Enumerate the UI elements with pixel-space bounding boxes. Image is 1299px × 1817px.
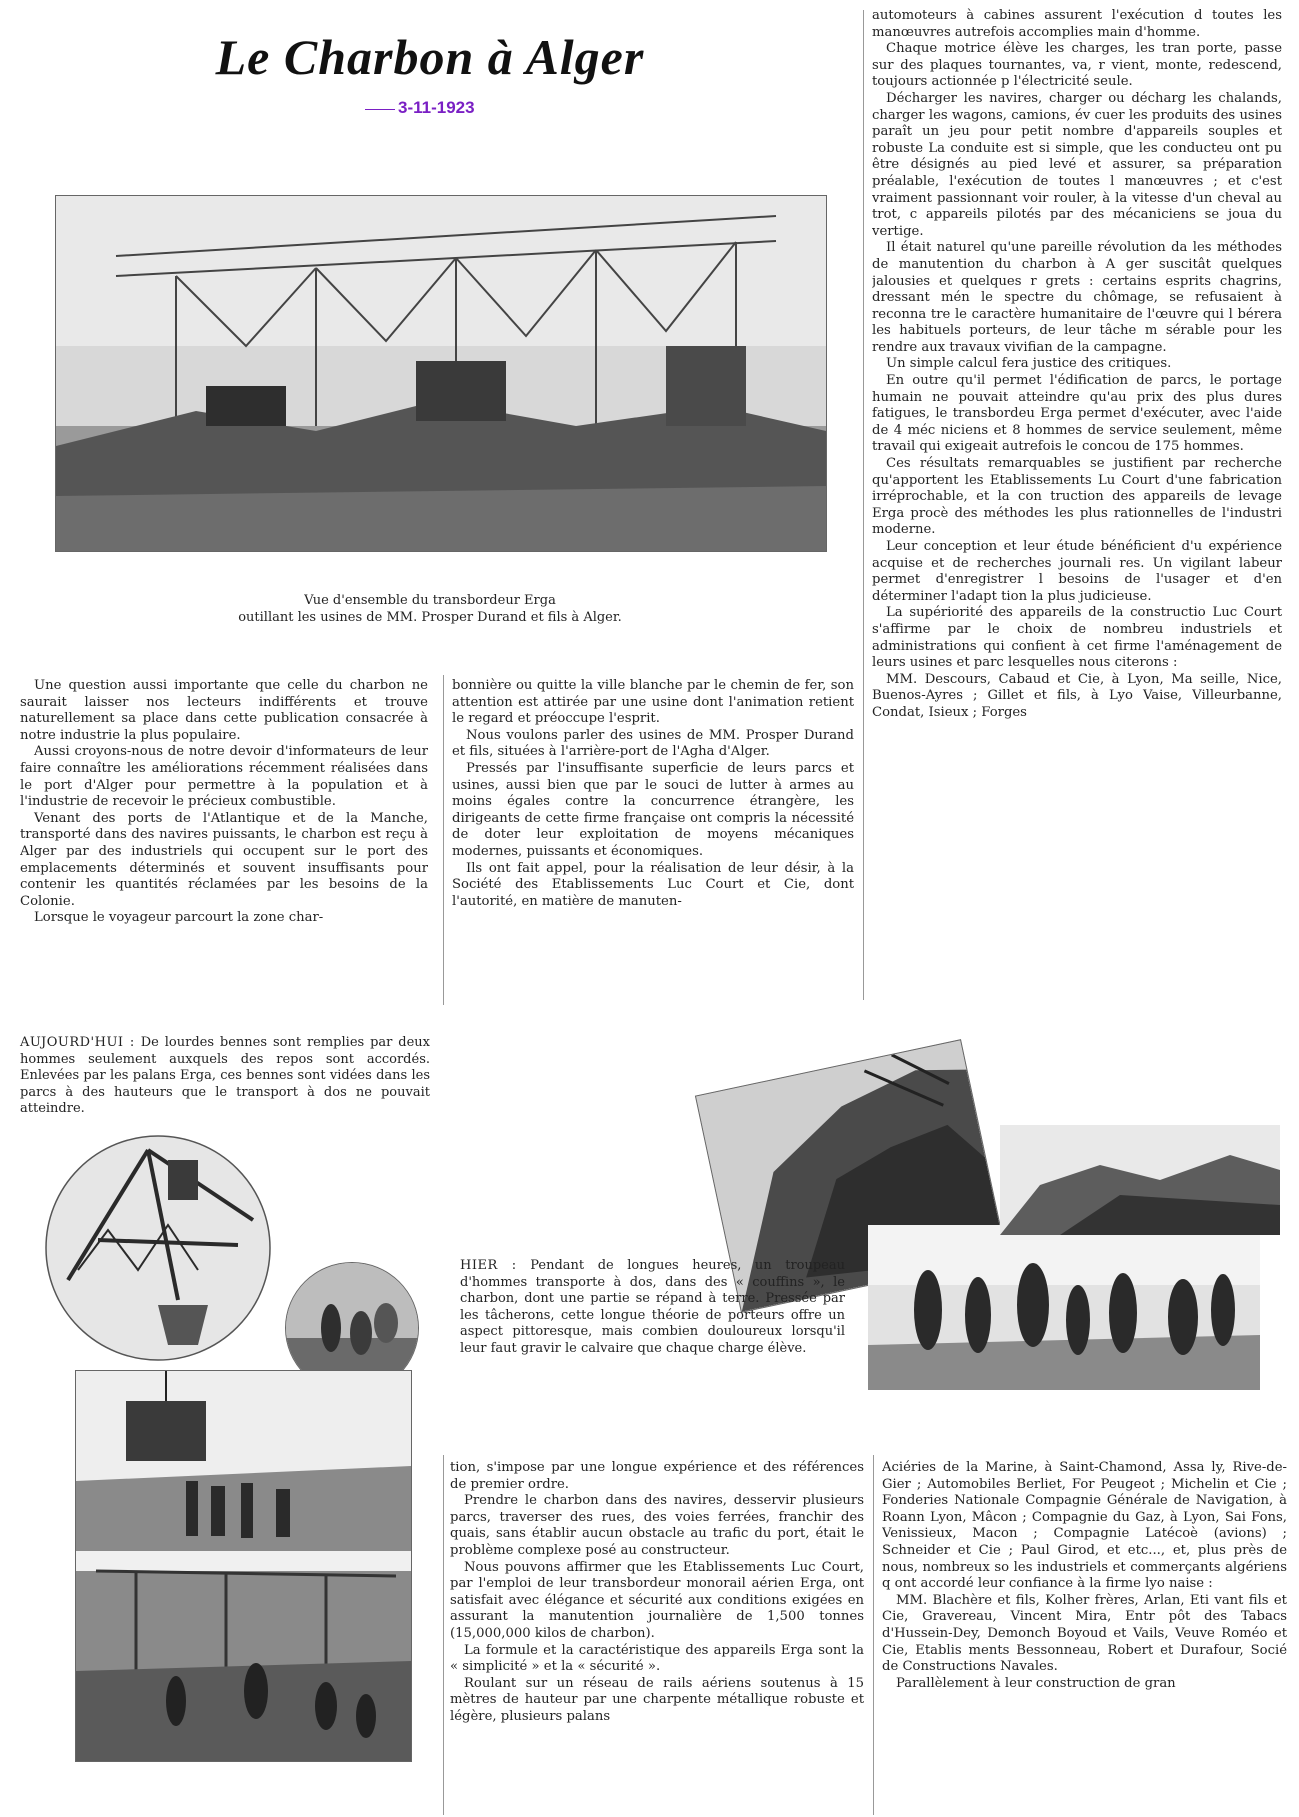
legend-yesterday-lead: HIER : xyxy=(460,1258,517,1273)
paragraph: Il était naturel qu'une pareille révolution da les méthodes de manutention du charbon à A ger suscitât quelques jalousies et quelques r grets : certains esprits chagrins, dressant mén le spectre du chômage, se refusaient à reconna tre le caractère humanitaire de l'œuvre qui l bérera les habituels porteurs, de leur tâche m sérable pour les rendre aux travaux vivifian de la campagne. xyxy=(872,240,1282,355)
column-rule xyxy=(443,1455,444,1815)
bottom-center-column xyxy=(450,1460,864,1815)
paragraph: Parallèlement à leur construction de gran xyxy=(896,1675,1176,1691)
legend-today-lead: AUJOURD'HUI : xyxy=(20,1035,135,1050)
paragraph: tion, s'impose par une longue expérience et des références de premier ordre. xyxy=(450,1460,864,1492)
paragraph: Une question aussi importante que celle du charbon ne saurait laisser nos lecteurs indifférents et trouve naturellement sa place dans cette publication consacrée à notre industrie la plus populaire. xyxy=(20,678,428,743)
middle-center-column xyxy=(452,678,854,1003)
photo-caption xyxy=(130,592,730,626)
paragraph: Pressés par l'insuffisante superficie de leurs parcs et usines, aussi bien que par le souci de lutter à armes au moins égales contre la concurrence étrangère, les dirigeants de cette firme française ont compris la nécessité de doter leur exploitation de moyens mécaniques modernes, puissants et économiques. xyxy=(452,760,854,859)
caption-line-1: Vue d'ensemble du transbordeur Erga xyxy=(304,593,556,608)
publication-date: 3-11-1923 xyxy=(398,98,475,117)
legend-today-text: De lourdes bennes sont remplies par deux hommes seulement auxquels des repos sont accordés. Enlevées par les palans Erga, ces bennes sont vidées dans les parcs à des hauteurs que le transport à dos ne pouvait atteindre. xyxy=(20,1035,430,1116)
date-underline xyxy=(365,109,395,110)
photo-coal-heap-right xyxy=(1000,1125,1280,1235)
paragraph: Aussi croyons-nous de notre devoir d'informateurs de leur faire connaître les améliorations récemment réalisées dans le port d'Alger pour permettre à la population et à l'industrie de recevoir le précieux combustible. xyxy=(20,744,428,810)
paragraph: Ils ont fait appel, pour la réalisation de leur désir, à la Société des Etablissements Luc Court et Cie, dont l'autorité, en matière de manuten- xyxy=(452,860,854,909)
paragraph: Ces résultats remarquables se justifient par recherche qu'apportent les Etablissements Lu Court d'une fabrication irréprochable, et la con truction des appareils de levage Erga procè des méthodes les plus rationnelles de l'industri moderne. xyxy=(872,456,1282,538)
legend-yesterday xyxy=(460,1258,845,1357)
legend-yesterday-text: Pendant de longues heures, un troupeau d'hommes transporte à dos, dans des « couffins », le charbon, dont une partie se répand à terre. Pressée par les tâcherons, cette longue théorie de porteurs offre un aspect pittoresque, mais combien douloureux lorsqu'il leur faut gravir le calvaire que chaque charge élève. xyxy=(460,1258,845,1356)
top-right-column xyxy=(872,8,1282,1003)
photo-transbordeur xyxy=(55,195,827,552)
paragraph: bonnière ou quitte la ville blanche par le chemin de fer, son attention est attirée par une usine dont l'animation retient le regard et préoccupe l'esprit. xyxy=(452,678,854,727)
paragraph: automoteurs à cabines assurent l'exécution d toutes les manœuvres autrefois accomplies main d'homme. xyxy=(872,8,1282,40)
photo-bucket-workers xyxy=(75,1370,412,1762)
legend-today xyxy=(20,1035,430,1118)
paragraph: Décharger les navires, charger ou décharg les chalands, charger les wagons, camions, év cuer les produits des usines paraît un jeu pour petit nombre d'appareils souples et robuste La conduite est si simple, que les conducteu ont pu être désignés au pied levé et assurer, sa préparation préalable, l'exécution de toutes l manœuvres ; et c'est vraiment passionnant voir rouler, à la vitesse d'un cheval au trot, c appareils pilotés par des mécaniciens se joua du vertige. xyxy=(872,90,1282,239)
paragraph: Un simple calcul fera justice des critiques. xyxy=(886,356,1172,372)
paragraph: La formule et la caractéristique des appareils Erga sont la « simplicité » et la « sécurité ». xyxy=(450,1642,864,1675)
column-rule xyxy=(873,1455,874,1815)
paragraph: La supériorité des appareils de la constructio Luc Court s'affirme par le choix de nombreu industriels et administrations qui confient à cet firme l'aménagement de leurs usines et parc lesquelles nous citerons : xyxy=(872,605,1282,671)
paragraph: MM. Blachère et fils, Kolher frères, Arlan, Eti vant fils et Cie, Gravereau, Vincent Mira, Entr pôt des Tabacs d'Hussein-Dey, Demonch Boyoud et Vails, Veuve Roméo et Cie, Etablis ments Bessonneau, Robert et Durafour, Socié de Constructions Navales. xyxy=(882,1592,1287,1675)
paragraph: Roulant sur un réseau de rails aériens soutenus à 15 mètres de hauteur par une charpente métallique robuste et légère, plusieurs palans xyxy=(450,1675,864,1724)
paragraph: Prendre le charbon dans des navires, desservir plusieurs parcs, traverser des rues, des voies ferrées, franchir des quais, sans établir aucun obstacle au trafic du port, était le problème complexe posé au constructeur. xyxy=(450,1493,864,1558)
paragraph: Lorsque le voyageur parcourt la zone char- xyxy=(34,910,324,926)
photo-porters-walking xyxy=(868,1225,1260,1390)
paragraph: Nous pouvons affirmer que les Etablissements Luc Court, par l'emploi de leur transbordeur monorail aérien Erga, ont satisfait avec élégance et sécurité aux conditions exigées en assurant la manutention journalière de 1,500 tonnes (15,000,000 kilos de charbon). xyxy=(450,1559,864,1641)
paragraph: Venant des ports de l'Atlantique et de la Manche, transporté dans des navires puissants, le charbon est reçu à Alger par des industriels qui occupent sur le port des emplacements déterminés et souvent insuffisants pour contenir les quantités réclamées par les besoins de la Colonie. xyxy=(20,810,428,909)
photo-crane-bucket xyxy=(38,1130,278,1365)
bottom-right-column xyxy=(882,1460,1287,1815)
paragraph: Nous voulons parler des usines de MM. Prosper Durand et fils, situées à l'arrière-port de l'Agha d'Alger. xyxy=(452,727,854,760)
paragraph: En outre qu'il permet l'édification de parcs, le portage humain ne pouvait atteindre qu'au prix des plus dures fatigues, le transbordeu Erga permet d'exécuter, avec l'aide de 4 méc niciens et 8 hommes de service seulement, même travail qui exigeait autrefois le concou de 175 hommes. xyxy=(872,373,1282,455)
page-title: Le Charbon à Alger xyxy=(215,29,645,85)
paragraph: Aciéries de la Marine, à Saint-Chamond, Assa ly, Rive-de-Gier ; Automobiles Berliet, For Peugeot ; Michelin et Cie ; Fonderies Nationale Compagnie Générale de Navigation, à Roann Lyon, Mâcon ; Compagnie du Gaz, à Lyon, Sai Fons, Venissieux, Macon ; Compagnie Latécoè (avions) ; Schneider et Cie ; Paul Girod, et etc..., et, plus près de nous, nombreux so les industriels et commerçants algériens q ont accordé leur confiance à la firme lyo naise : xyxy=(882,1460,1287,1592)
middle-left-column xyxy=(20,678,428,1003)
column-rule xyxy=(443,675,444,1005)
caption-line-2: outillant les usines de MM. Prosper Durand et fils à Alger. xyxy=(238,610,622,625)
paragraph: Chaque motrice élève les charges, les tran porte, passe sur des plaques tournantes, va, r vient, monte, redescend, toujours actionnée p l'électricité seule. xyxy=(872,41,1282,90)
paragraph: MM. Descours, Cabaud et Cie, à Lyon, Ma seille, Nice, Buenos-Ayres ; Gillet et fils, à Lyo Vaise, Villeurbanne, Condat, Isieux ; Forges xyxy=(872,671,1282,720)
paragraph: Leur conception et leur étude bénéficient d'u expérience acquise et de recherches journali res. Un vigilant labeur permet d'enregistrer l besoins de l'usager et d'en déterminer l'adapt tion la plus judicieuse. xyxy=(872,539,1282,604)
column-rule xyxy=(863,10,864,1000)
